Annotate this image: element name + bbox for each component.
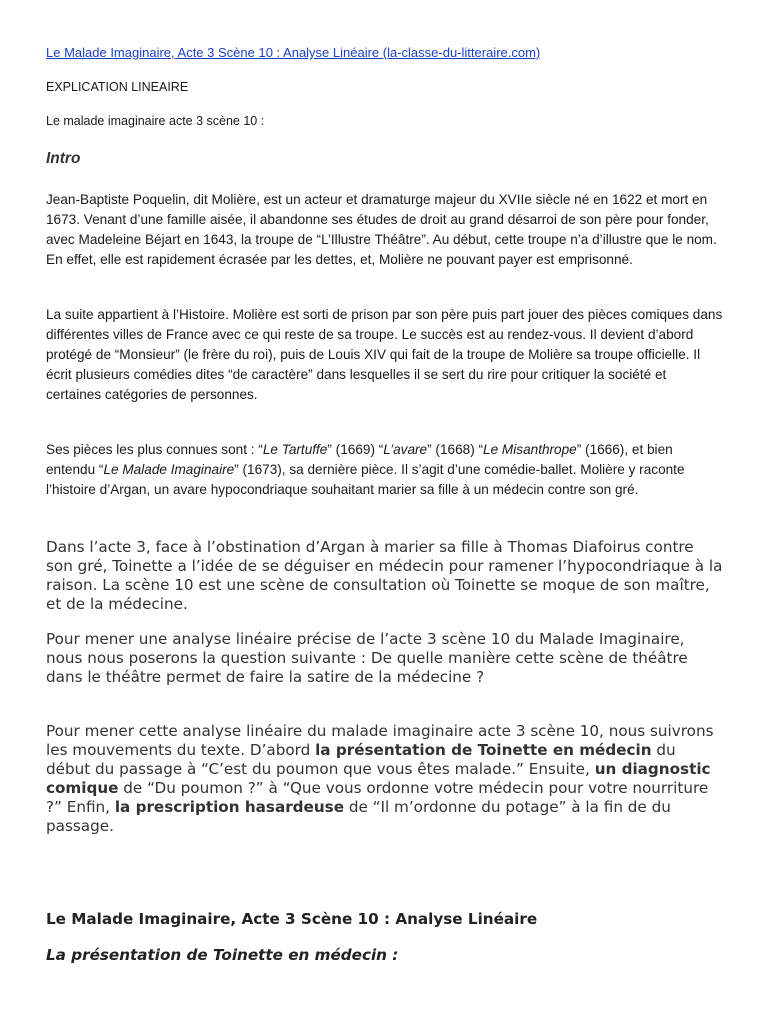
paragraph-6: Pour mener cette analyse linéaire du malade imaginaire acte 3 scène 10, nous suivrons les mouvements du texte. D’abord la présentation de Toinette en médecin du début du passage à “C’est du poumon que vous êtes malade.” Ensuite, un diagnostic comique de “Du poumon ?” à “Que vous ordonne votre médecin pour votre nourriture ?” Enfin, la prescription hasardeuse de “Il m’ordonne du potage” à la fin de du passage. (46, 722, 714, 835)
movement-2: un diagnostic comique (46, 760, 711, 797)
title-avare: L’avare (383, 442, 428, 457)
paragraph-4: Dans l’acte 3, face à l’obstination d’Argan à marier sa fille à Thomas Diafoirus contre son gré, Toinette a l’idée de se déguiser en médecin pour ramener l’hypocondriaque à la raison. La scène 10 est une scène de consultation où Toinette se moque de son maître, et de la médecine. (46, 538, 723, 613)
subsection-heading: La présentation de Toinette en médecin : (46, 946, 399, 964)
paragraph-5: Pour mener une analyse linéaire précise de l’acte 3 scène 10 du Malade Imaginaire, nous nous poserons la question suivante : De quelle manière cette scène de théâtre dans le théâtre permet de faire la satire de la médecine ? (46, 630, 688, 686)
label-subtitle: Le malade imaginaire acte 3 scène 10 : (46, 114, 265, 128)
title-tartuffe: Le Tartuffe (262, 442, 328, 457)
intro-heading: Intro (46, 150, 81, 167)
label-explication: EXPLICATION LINEAIRE (46, 80, 189, 94)
title-misanthrope: Le Misanthrope (483, 442, 577, 457)
source-link-line (46, 44, 724, 62)
section-heading: Le Malade Imaginaire, Acte 3 Scène 10 : Analyse Linéaire (46, 910, 538, 928)
paragraph-3: Ses pièces les plus connues sont : “Le Tartuffe” (1669) “L’avare” (1668) “Le Misanthrope” (1666), et bien entendu “Le Malade Imaginaire” (1673), sa dernière pièce. Il s’agit d’une comédie-ballet. Molière y raconte l’histoire d’Argan, un avare hypocondriaque souhaitant marier sa fille à un médecin contre son gré. (46, 442, 685, 497)
movement-1: la présentation de Toinette en médecin (315, 741, 652, 759)
source-link[interactable]: Le Malade Imaginaire, Acte 3 Scène 10 : Analyse Linéaire (la-classe-du-litteraire.com) (46, 45, 541, 60)
paragraph-2: La suite appartient à l’Histoire. Molière est sorti de prison par son père puis part jouer des pièces comiques dans différentes villes de France avec ce qui reste de sa troupe. Le succès est au rendez-vous. Il devient d’abord protégé de “Monsieur” (le frère du roi), puis de Louis XIV qui fait de la troupe de Molière sa troupe officielle. Il écrit plusieurs comédies dites “de caractère” dans lesquelles il se sert du rire pour critiquer la société et certaines catégories de personnes. (46, 307, 723, 402)
movement-3: la prescription hasardeuse (114, 798, 345, 816)
paragraph-1: Jean-Baptiste Poquelin, dit Molière, est un acteur et dramaturge majeur du XVIIe siècle né en 1622 et mort en 1673. Venant d’une famille aisée, il abandonne ses études de droit au grand désarroi de son père pour fonder, avec Madeleine Béjart en 1643, la troupe de “L’Illustre Théâtre”. Au début, cette troupe n’a d’illustre que le nom. En effet, elle est rapidement écrasée par les dettes, et, Molière ne pouvant payer est emprisonné. (46, 192, 717, 267)
title-malade-imaginaire: Le Malade Imaginaire (103, 462, 235, 477)
